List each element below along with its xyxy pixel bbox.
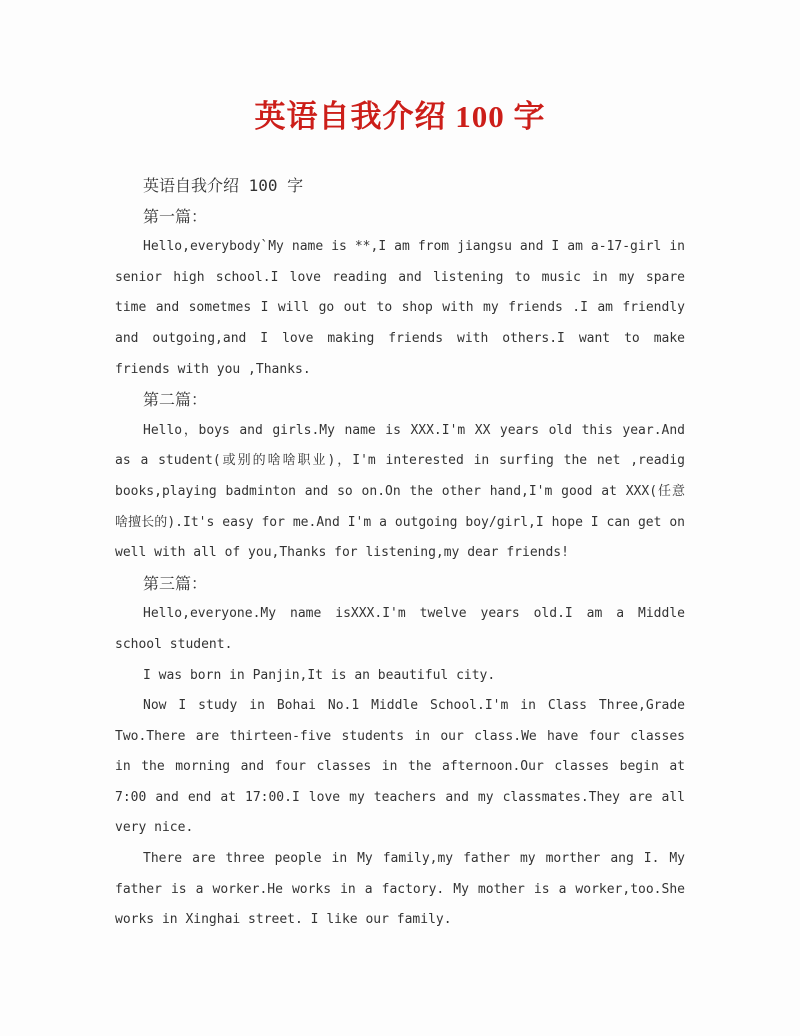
document-title: 英语自我介绍 100 字 xyxy=(254,99,546,134)
paragraph-essay-3-intro: Hello,everyone.My name isXXX.I'm twelve years old.I am a Middle school student. xyxy=(115,606,685,652)
paragraph-essay-1: Hello,everybody`My name is **,I am from jiangsu and I am a-17-girl in senior high school.I love reading and listening to music in my spare time and sometmes I will go out to shop with my friends .I am friendly and outgoing,and I love making friends with others.I want to make friends with you ,Thanks. xyxy=(115,239,685,377)
paragraph-essay-2: Hello，boys and girls.My name is XXX.I'm XX years old this year.And as a student(或别的啥啥职业)，I'm interested in surfing the net ,readig books,playing badminton and so on.On the other hand,I'm good at XXX(任意啥擅长的).It's easy for me.And I'm a outgoing boy/girl,I hope I can get on well with all of you,Thanks for listening,my dear friends! xyxy=(115,422,685,561)
paragraph-essay-3-city: I was born in Panjin,It is an beautiful city. xyxy=(143,667,496,683)
document-body xyxy=(115,171,685,936)
paragraph-essay-3-school: Now I study in Bohai No.1 Middle School.I'm in Class Three,Grade Two.There are thirteen-five students in our class.We have four classes in the morning and four classes in the afternoon.Our classes begin at 7:00 and end at 17:00.I love my teachers and my classmates.They are all very nice. xyxy=(115,698,685,836)
section-heading-1: 第一篇： xyxy=(143,206,208,226)
paragraph-essay-3-family: There are three people in My family,my father my morther ang I. My father is a worker.He works in a factory. My mother is a worker,too.She works in Xinghai street. I like our family. xyxy=(115,851,685,928)
subtitle: 英语自我介绍 100 字 xyxy=(143,176,304,195)
section-heading-2: 第二篇： xyxy=(143,390,208,410)
section-heading-3: 第三篇： xyxy=(143,573,208,593)
